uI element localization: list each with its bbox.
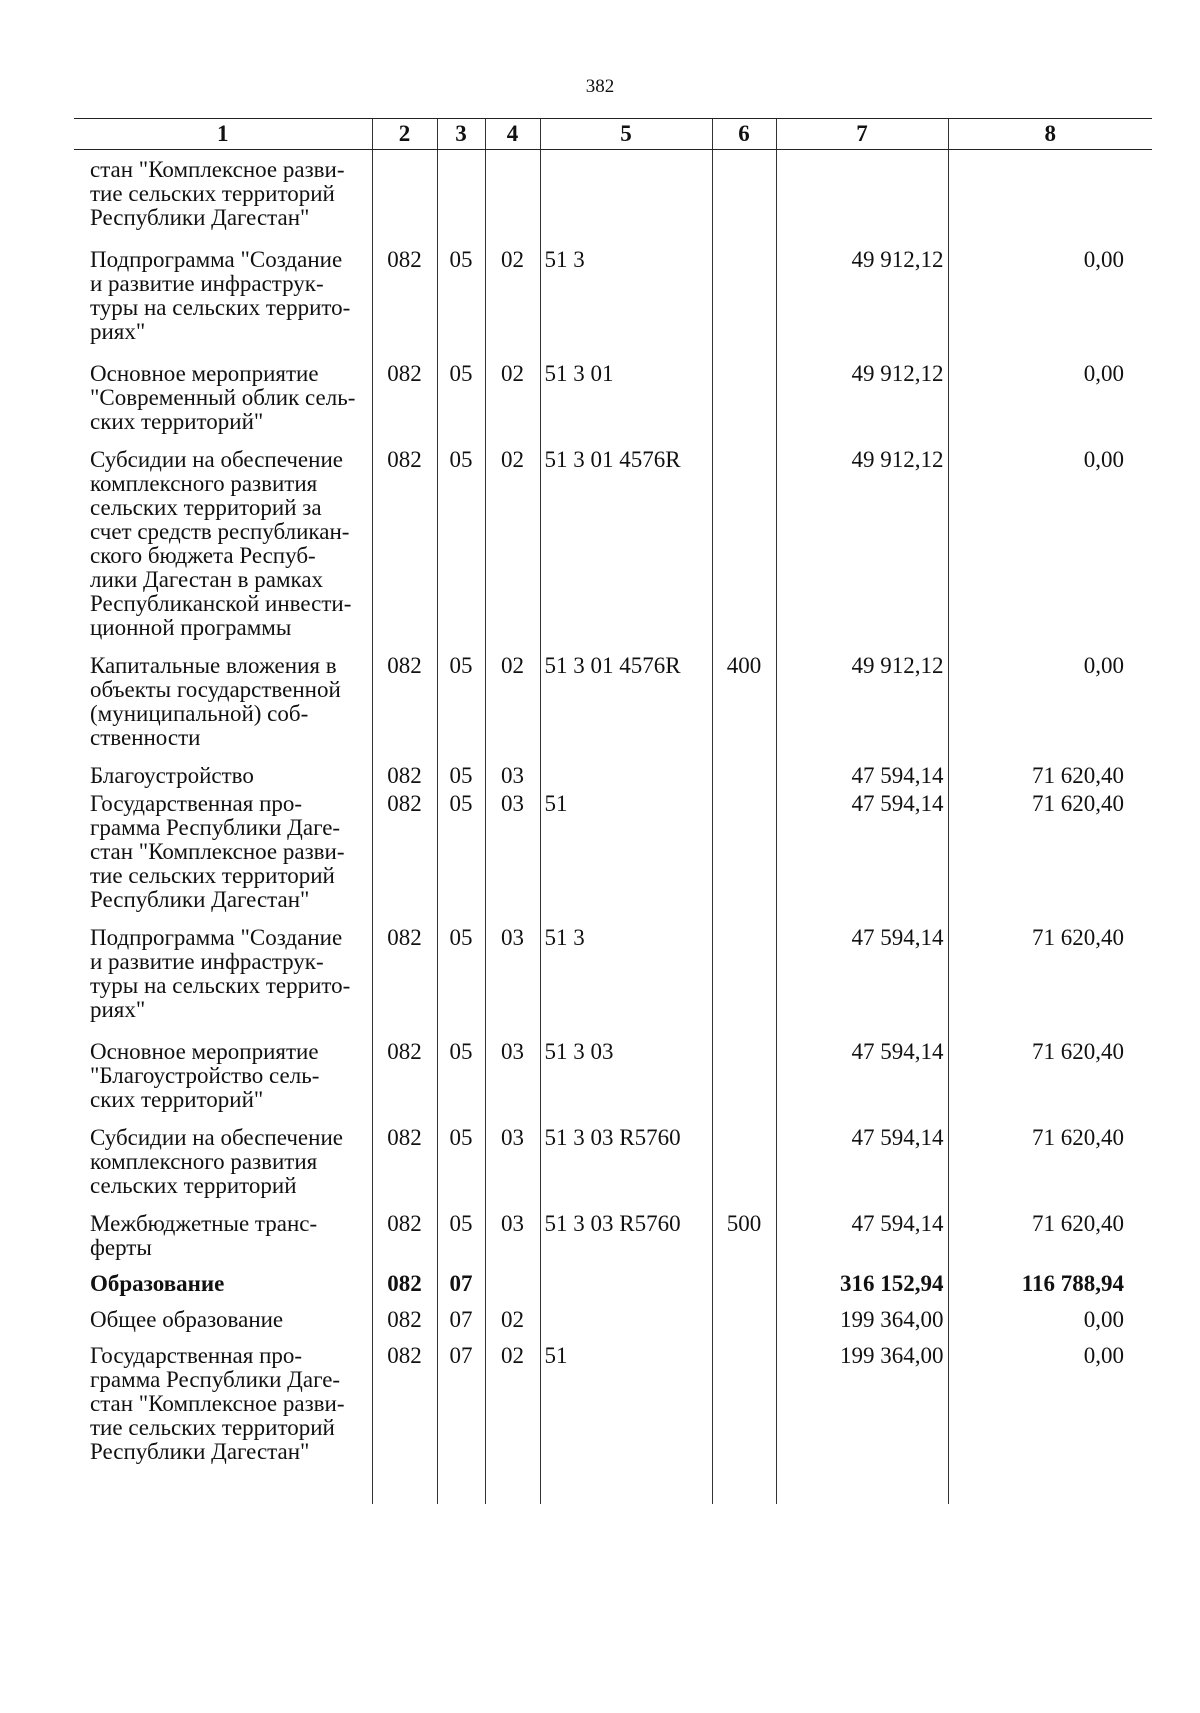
row-code-section	[437, 654, 485, 764]
row-code-admin-value: 082	[387, 763, 422, 788]
row-code-expense-type	[712, 1344, 776, 1464]
row-code-expense-type	[712, 654, 776, 764]
row-code-target	[540, 1212, 712, 1272]
filler-cell	[485, 1464, 540, 1504]
table-row	[74, 248, 1152, 362]
table-row	[74, 1212, 1152, 1272]
row-amount-1	[776, 150, 948, 249]
row-code-subsection-value: 02	[501, 1343, 524, 1368]
row-code-admin	[372, 654, 437, 764]
row-name	[74, 362, 372, 448]
row-name-line: Субсидии на обеспечение	[90, 447, 343, 472]
row-amount-1	[776, 654, 948, 764]
row-amount-1-value: 47 594,14	[851, 1039, 944, 1064]
row-amount-2-value: 71 620,40	[1032, 791, 1124, 816]
table-row	[74, 792, 1152, 926]
table-row	[74, 362, 1152, 448]
row-code-admin	[372, 1126, 437, 1212]
row-code-target	[540, 1040, 712, 1126]
row-name	[74, 248, 372, 362]
row-code-admin	[372, 926, 437, 1040]
table-row	[74, 1126, 1152, 1212]
row-amount-1-value: 47 594,14	[851, 763, 944, 788]
row-code-expense-type	[712, 248, 776, 362]
row-code-admin-value: 082	[387, 1271, 422, 1296]
row-code-target-value: 51 3 03 R5760	[544, 1125, 681, 1150]
row-code-admin-value: 082	[387, 1343, 422, 1368]
row-name-line: и развитие инфраструк-	[90, 949, 324, 974]
row-code-section	[437, 1272, 485, 1308]
row-code-section	[437, 1344, 485, 1464]
table-row	[74, 1272, 1152, 1308]
row-code-subsection	[485, 150, 540, 249]
table-row	[74, 764, 1152, 792]
row-amount-1	[776, 1040, 948, 1126]
row-name-line: и развитие инфраструк-	[90, 271, 324, 296]
row-name-line: стан "Комплексное разви-	[90, 157, 345, 182]
header-col-3: 3	[437, 119, 485, 150]
row-amount-2-value: 116 788,94	[1021, 1271, 1124, 1296]
row-amount-1	[776, 362, 948, 448]
row-name	[74, 1212, 372, 1272]
row-name-line: риях"	[90, 319, 146, 344]
row-name	[74, 1272, 372, 1308]
row-amount-2-value: 0,00	[1083, 1307, 1124, 1332]
row-code-admin	[372, 1040, 437, 1126]
filler-cell	[74, 1464, 372, 1504]
row-name-line: риях"	[90, 997, 146, 1022]
row-name-line: тие сельских территорий	[90, 863, 335, 888]
row-name-line: Государственная про-	[90, 791, 303, 816]
row-name-line: "Современный облик сель-	[90, 385, 356, 410]
row-code-target	[540, 764, 712, 792]
row-amount-2	[948, 926, 1152, 1040]
table-filler-row	[74, 1464, 1152, 1504]
row-name-line: грамма Республики Даге-	[90, 815, 341, 840]
row-code-section	[437, 1308, 485, 1344]
row-amount-2-value: 0,00	[1083, 361, 1124, 386]
row-amount-1-value: 49 912,12	[851, 247, 944, 272]
row-code-admin-value: 082	[387, 1211, 422, 1236]
filler-cell	[776, 1464, 948, 1504]
row-code-section	[437, 792, 485, 926]
row-name-line: Субсидии на обеспечение	[90, 1125, 343, 1150]
row-name-line: ственности	[90, 725, 201, 750]
row-code-admin	[372, 362, 437, 448]
row-amount-2-value: 0,00	[1083, 653, 1124, 678]
row-code-subsection	[485, 1126, 540, 1212]
row-name	[74, 1308, 372, 1344]
row-code-subsection	[485, 926, 540, 1040]
row-name-line: Государственная про-	[90, 1343, 303, 1368]
row-code-subsection-value: 03	[501, 791, 524, 816]
row-amount-2	[948, 150, 1152, 249]
row-amount-2	[948, 362, 1152, 448]
row-code-target-value: 51 3 01 4576R	[544, 447, 681, 472]
row-code-admin	[372, 792, 437, 926]
row-code-target-value: 51 3 01 4576R	[544, 653, 681, 678]
row-amount-1	[776, 448, 948, 654]
row-code-admin	[372, 248, 437, 362]
row-name-line: ферты	[90, 1235, 152, 1260]
table-row	[74, 1308, 1152, 1344]
row-code-section-value: 05	[449, 763, 473, 788]
row-amount-2	[948, 1272, 1152, 1308]
row-amount-2	[948, 1040, 1152, 1126]
row-name-line: лики Дагестан в рамках	[90, 567, 324, 592]
row-code-section-value: 07	[449, 1271, 473, 1296]
row-code-admin-value: 082	[387, 361, 422, 386]
row-code-admin-value: 082	[387, 1039, 422, 1064]
row-code-target	[540, 926, 712, 1040]
row-name-line: тие сельских территорий	[90, 1415, 335, 1440]
row-code-section-value: 05	[449, 1211, 473, 1236]
row-code-admin-value: 082	[387, 247, 422, 272]
row-code-target	[540, 150, 712, 249]
row-code-expense-type	[712, 764, 776, 792]
row-amount-1-value: 49 912,12	[851, 361, 944, 386]
row-name-line: ских территорий"	[90, 409, 264, 434]
row-name-line: объекты государственной	[90, 677, 341, 702]
row-amount-1	[776, 792, 948, 926]
row-code-target-value: 51 3 01	[544, 361, 614, 386]
header-col-2: 2	[372, 119, 437, 150]
row-code-expense-type	[712, 1040, 776, 1126]
row-code-subsection-value: 02	[501, 361, 524, 386]
row-code-target	[540, 1126, 712, 1212]
row-name-line: грамма Республики Даге-	[90, 1367, 341, 1392]
header-col-6: 6	[712, 119, 776, 150]
header-col-8: 8	[948, 119, 1152, 150]
row-code-admin-value: 082	[387, 653, 422, 678]
row-amount-1-value: 49 912,12	[851, 653, 944, 678]
row-name-line: Межбюджетные транс-	[90, 1211, 318, 1236]
row-code-target	[540, 654, 712, 764]
header-col-5: 5	[540, 119, 712, 150]
row-code-subsection	[485, 1212, 540, 1272]
row-code-subsection	[485, 1308, 540, 1344]
row-code-target	[540, 1308, 712, 1344]
row-code-subsection-value: 03	[501, 925, 524, 950]
table-row	[74, 926, 1152, 1040]
row-code-section-value: 05	[449, 1039, 473, 1064]
row-code-target-value: 51 3 03	[544, 1039, 614, 1064]
row-code-target	[540, 448, 712, 654]
row-code-admin-value: 082	[387, 1125, 422, 1150]
row-name-line: Республики Дагестан"	[90, 887, 310, 912]
row-name-line: туры на сельских террито-	[90, 295, 351, 320]
row-amount-2-value: 71 620,40	[1032, 763, 1124, 788]
row-amount-2	[948, 1212, 1152, 1272]
row-name-line: комплексного развития	[90, 1149, 318, 1174]
row-code-section-value: 05	[449, 247, 473, 272]
row-name-line: (муниципальной) соб-	[90, 701, 309, 726]
row-name	[74, 1040, 372, 1126]
row-amount-1	[776, 1344, 948, 1464]
row-code-subsection-value: 02	[501, 247, 524, 272]
row-code-section	[437, 150, 485, 249]
row-amount-1	[776, 1308, 948, 1344]
row-name	[74, 448, 372, 654]
row-code-admin	[372, 1272, 437, 1308]
row-code-admin-value: 082	[387, 791, 422, 816]
row-code-section	[437, 1040, 485, 1126]
row-code-target-value: 51 3	[544, 247, 585, 272]
row-amount-1	[776, 248, 948, 362]
row-name-line: комплексного развития	[90, 471, 318, 496]
row-name-line: Республики Дагестан"	[90, 1439, 310, 1464]
row-amount-1	[776, 1212, 948, 1272]
row-code-target-value: 51 3	[544, 925, 585, 950]
row-amount-2	[948, 654, 1152, 764]
filler-cell	[948, 1464, 1152, 1504]
row-code-section	[437, 926, 485, 1040]
row-code-section	[437, 248, 485, 362]
row-amount-1-value: 199 364,00	[840, 1307, 944, 1332]
row-name-line: Основное мероприятие	[90, 361, 319, 386]
row-amount-2	[948, 792, 1152, 926]
row-amount-1	[776, 1272, 948, 1308]
row-code-section-value: 05	[449, 791, 473, 816]
row-name-line: Подпрограмма "Создание	[90, 247, 343, 272]
row-code-expense-type	[712, 1308, 776, 1344]
row-code-expense-type	[712, 792, 776, 926]
row-amount-2	[948, 1126, 1152, 1212]
row-amount-2-value: 71 620,40	[1032, 1039, 1124, 1064]
row-code-expense-type	[712, 1212, 776, 1272]
row-code-subsection	[485, 448, 540, 654]
filler-cell	[712, 1464, 776, 1504]
row-name-line: ских территорий"	[90, 1087, 264, 1112]
row-name-line: счет средств республикан-	[90, 519, 350, 544]
row-code-section-value: 05	[449, 361, 473, 386]
row-code-admin	[372, 1212, 437, 1272]
row-amount-2-value: 0,00	[1083, 1343, 1124, 1368]
row-name	[74, 654, 372, 764]
table-row	[74, 150, 1152, 249]
row-name	[74, 1126, 372, 1212]
row-code-subsection-value: 03	[501, 763, 524, 788]
row-code-section-value: 07	[449, 1343, 473, 1368]
row-code-section-value: 05	[449, 925, 473, 950]
row-name-line: сельских территорий за	[90, 495, 322, 520]
row-name-line: Общее образование	[90, 1307, 284, 1332]
row-code-target-value: 51	[544, 1343, 568, 1368]
row-code-target	[540, 1272, 712, 1308]
row-name	[74, 1344, 372, 1464]
row-code-admin-value: 082	[387, 447, 422, 472]
row-amount-2-value: 71 620,40	[1032, 1125, 1124, 1150]
row-amount-2	[948, 1344, 1152, 1464]
row-amount-2-value: 0,00	[1083, 247, 1124, 272]
row-name-line: сельских территорий	[90, 1173, 297, 1198]
row-code-expense-type	[712, 926, 776, 1040]
row-code-subsection	[485, 1344, 540, 1464]
header-col-4: 4	[485, 119, 540, 150]
row-amount-1-value: 316 152,94	[840, 1271, 944, 1296]
row-name-line: Основное мероприятие	[90, 1039, 319, 1064]
row-code-section	[437, 448, 485, 654]
row-name	[74, 150, 372, 249]
row-amount-2-value: 0,00	[1083, 447, 1124, 472]
row-code-admin	[372, 764, 437, 792]
table-body	[74, 150, 1152, 1505]
row-name-line: Благоустройство	[90, 763, 254, 788]
row-amount-1-value: 49 912,12	[851, 447, 944, 472]
row-name-line: ского бюджета Респуб-	[90, 543, 316, 568]
row-amount-1-value: 199 364,00	[840, 1343, 944, 1368]
row-amount-1	[776, 926, 948, 1040]
row-amount-1-value: 47 594,14	[851, 1211, 944, 1236]
row-code-expense-type	[712, 1272, 776, 1308]
row-name-line: Республиканской инвести-	[90, 591, 352, 616]
row-amount-2	[948, 1308, 1152, 1344]
row-code-target-value: 51	[544, 791, 568, 816]
row-name-line: тие сельских территорий	[90, 181, 335, 206]
row-code-admin	[372, 1344, 437, 1464]
row-code-admin-value: 082	[387, 1307, 422, 1332]
row-code-subsection	[485, 792, 540, 926]
filler-cell	[540, 1464, 712, 1504]
row-amount-1	[776, 764, 948, 792]
row-code-admin-value: 082	[387, 925, 422, 950]
row-code-expense-type	[712, 150, 776, 249]
row-name	[74, 764, 372, 792]
row-code-subsection	[485, 1272, 540, 1308]
row-amount-1-value: 47 594,14	[851, 925, 944, 950]
table-row	[74, 1344, 1152, 1464]
page-number: 382	[585, 76, 615, 97]
row-code-subsection	[485, 362, 540, 448]
filler-cell	[372, 1464, 437, 1504]
row-code-subsection	[485, 764, 540, 792]
row-name-line: стан "Комплексное разви-	[90, 1391, 345, 1416]
row-code-subsection	[485, 248, 540, 362]
row-code-target	[540, 1344, 712, 1464]
row-name-line: ционной программы	[90, 615, 292, 640]
row-code-subsection-value: 03	[501, 1039, 524, 1064]
row-code-subsection-value: 02	[501, 447, 524, 472]
row-code-subsection-value: 02	[501, 653, 524, 678]
row-code-expense-type-value: 400	[726, 653, 762, 678]
row-code-target	[540, 362, 712, 448]
row-code-section-value: 05	[449, 653, 473, 678]
row-name-line: Образование	[90, 1271, 225, 1296]
row-name-line: Подпрограмма "Создание	[90, 925, 343, 950]
header-col-1: 1	[74, 119, 372, 150]
row-code-target	[540, 792, 712, 926]
row-name	[74, 792, 372, 926]
row-code-section-value: 05	[449, 1125, 473, 1150]
budget-table	[74, 118, 1152, 1504]
row-amount-2-value: 71 620,40	[1032, 1211, 1124, 1236]
row-code-expense-type-value: 500	[726, 1211, 762, 1236]
row-code-target-value: 51 3 03 R5760	[544, 1211, 681, 1236]
header-row	[74, 119, 1152, 150]
row-code-target	[540, 248, 712, 362]
row-code-section	[437, 1126, 485, 1212]
row-code-admin	[372, 448, 437, 654]
row-code-section	[437, 362, 485, 448]
row-amount-2	[948, 448, 1152, 654]
row-name-line: Капитальные вложения в	[90, 653, 337, 678]
row-code-section-value: 07	[449, 1307, 473, 1332]
row-amount-2	[948, 248, 1152, 362]
row-amount-1-value: 47 594,14	[851, 791, 944, 816]
row-name-line: стан "Комплексное разви-	[90, 839, 345, 864]
row-code-subsection-value: 03	[501, 1211, 524, 1236]
filler-cell	[437, 1464, 485, 1504]
row-code-admin	[372, 1308, 437, 1344]
row-name	[74, 926, 372, 1040]
row-amount-2-value: 71 620,40	[1032, 925, 1124, 950]
row-code-admin	[372, 150, 437, 249]
table-row	[74, 1040, 1152, 1126]
row-code-section	[437, 764, 485, 792]
table-row	[74, 448, 1152, 654]
row-code-subsection-value: 03	[501, 1125, 524, 1150]
row-code-subsection	[485, 654, 540, 764]
row-name-line: Республики Дагестан"	[90, 205, 310, 230]
row-code-expense-type	[712, 448, 776, 654]
row-code-expense-type	[712, 1126, 776, 1212]
row-amount-1-value: 47 594,14	[851, 1125, 944, 1150]
row-code-subsection	[485, 1040, 540, 1126]
row-name-line: туры на сельских террито-	[90, 973, 351, 998]
table-row	[74, 654, 1152, 764]
row-name-line: "Благоустройство сель-	[90, 1063, 320, 1088]
row-amount-2	[948, 764, 1152, 792]
row-code-section	[437, 1212, 485, 1272]
row-code-subsection-value: 02	[501, 1307, 524, 1332]
header-col-7: 7	[776, 119, 948, 150]
row-code-expense-type	[712, 362, 776, 448]
row-code-section-value: 05	[449, 447, 473, 472]
row-amount-1	[776, 1126, 948, 1212]
